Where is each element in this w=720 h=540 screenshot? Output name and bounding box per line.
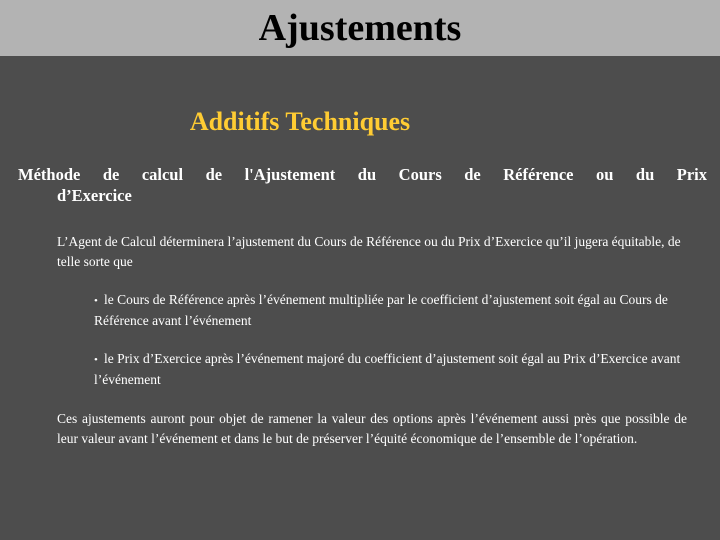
bullet-text: le Prix d’Exercice après l’événement majoré du coefficient d’ajustement soit égal au Prix d’Exercice avant l’événement: [94, 351, 681, 387]
slide-title: Ajustements: [258, 7, 462, 49]
method-heading-line-2: d’Exercice: [57, 186, 132, 205]
bullet-icon: •: [94, 295, 98, 307]
bullet-item: [94, 290, 688, 331]
method-heading: [18, 164, 707, 206]
intro-paragraph: L’Agent de Calcul déterminera l’ajustement du Cours de Référence ou du Prix d’Exercice qu’il jugera équitable, de telle sorte que: [57, 234, 681, 269]
closing-paragraph: Ces ajustements auront pour objet de ramener la valeur des options après l’événement aussi près que possible de leur valeur avant l’événement et dans le but de préserver l’équité économique de l’ensemble de l’opération.: [57, 411, 687, 446]
bullet-text: le Cours de Référence après l’événement multipliée par le coefficient d’ajustement soit égal au Cours de Référence avant l’événement: [94, 292, 668, 328]
bullet-icon: •: [94, 354, 98, 366]
method-heading-line-1: Méthode de calcul de l'Ajustement du Cours de Référence ou du Prix: [18, 165, 707, 184]
slide-subtitle: Additifs Techniques: [189, 107, 411, 136]
bullet-item: [94, 349, 688, 390]
title-bar: [0, 0, 720, 56]
